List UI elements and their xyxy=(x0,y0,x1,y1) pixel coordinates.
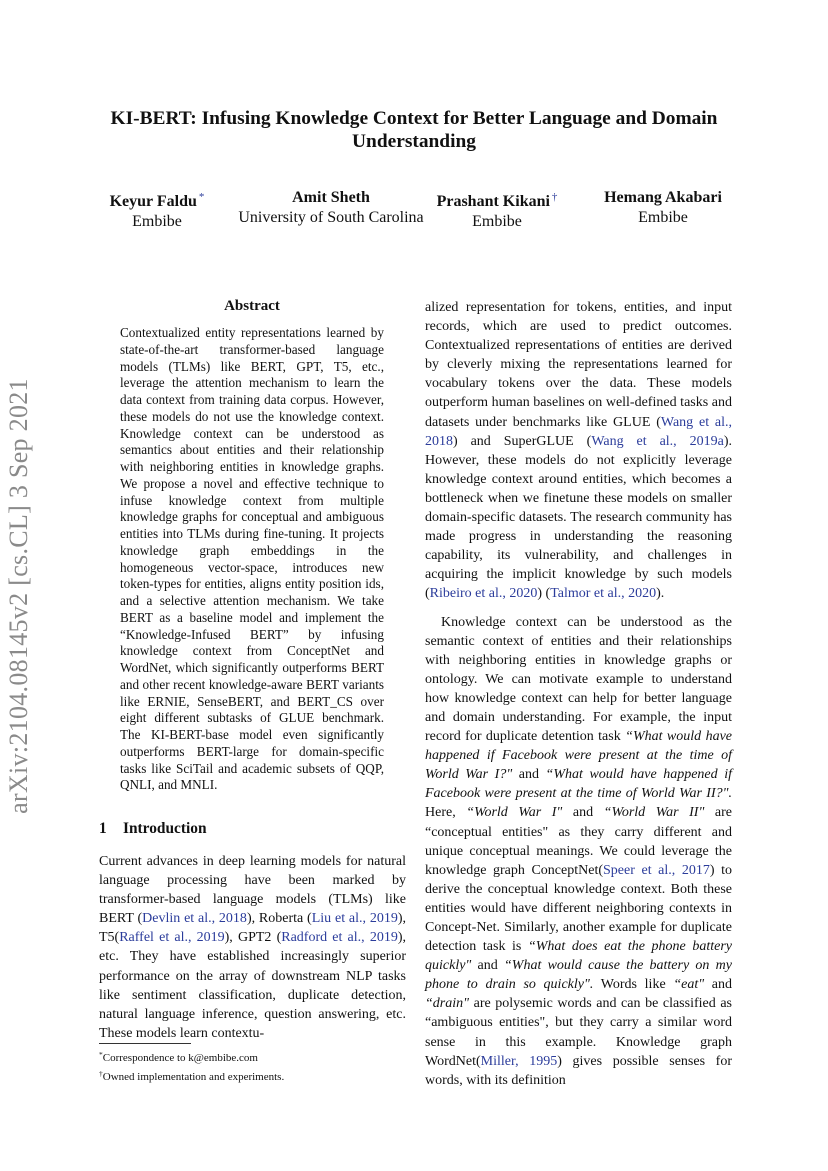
citation-link[interactable]: Devlin et al., 2018 xyxy=(142,911,247,927)
body-text: ) and SuperGLUE ( xyxy=(453,433,592,449)
footnote-mark: † xyxy=(99,1069,103,1078)
body-text: Current advances in deep learning models for natural language processing have been marked by transformer-based language models (TLMs) like BERT ( xyxy=(99,854,406,927)
author-3 xyxy=(437,188,558,232)
citation-link[interactable]: Wang et al., 2019a xyxy=(591,433,724,449)
paper-title: KI-BERT: Infusing Knowledge Context for Better Language and Domain Understanding xyxy=(110,108,718,152)
body-paragraph xyxy=(425,298,732,604)
body-text: ). However, these models do not explicitly leverage knowledge context around entities, which becomes a bottleneck when we finetune these models on smaller domain-specific datasets. The research community has made progress in understanding the reasoning capability, its vulnerability, and challenges in acquiring the implicit knowledge by such models ( xyxy=(425,433,732,602)
body-text: ) gives possible senses for words, with its definition xyxy=(425,1053,732,1088)
footnote-text: Correspondence to k@embibe.com xyxy=(102,1052,258,1064)
body-text: are “conceptual entities" as they carry different and unique conceptual meanings. We could leverage the knowledge graph ConceptNet( xyxy=(425,805,733,878)
body-text: alized representation for tokens, entities, and input records, which are used to predict outcomes. Contextualized representations of entities are derived by cleverly mixing the representations learned for vocabulary tokens over the data. These models outperform human baselines on well-defined tasks and datasets under benchmarks like GLUE ( xyxy=(425,300,732,430)
example-quote: “eat" xyxy=(673,977,705,993)
body-text: and xyxy=(562,805,604,821)
author-name: Keyur Faldu xyxy=(109,193,197,210)
author-2 xyxy=(238,188,423,228)
footnotes xyxy=(99,1047,406,1085)
citation-link[interactable]: Talmor et al., 2020 xyxy=(550,586,657,602)
body-text: Here, xyxy=(425,805,467,821)
citation-link[interactable]: Speer et al., 2017 xyxy=(603,862,710,878)
body-text: ) ( xyxy=(537,586,551,602)
author-1 xyxy=(110,188,205,232)
section-heading-introduction xyxy=(99,820,207,838)
example-quote: “drain" xyxy=(425,996,470,1012)
example-quote: “What would cause the battery on my phone to drain so quickly". xyxy=(425,958,732,993)
body-text: ), T5( xyxy=(99,911,406,946)
example-quote: “What does eat the phone battery quickly" xyxy=(425,939,733,974)
author-affiliation: University of South Carolina xyxy=(238,209,424,226)
author-4 xyxy=(604,188,722,228)
abstract-heading: Abstract xyxy=(224,298,280,314)
author-name: Prashant Kikani xyxy=(436,193,550,210)
author-affiliation: Embibe xyxy=(472,213,522,230)
body-text: ) to derive the conceptual knowledge context. Both these entities would have different neighboring contexts in Concept-Net. Similarly, another example for duplicate detection task is xyxy=(425,862,732,955)
right-column xyxy=(425,298,732,1090)
body-text: ), etc. They have established increasingly superior performance on the array of downstream NLP tasks like sentiment classification, duplicate detection, natural language inference, question answering, etc. These models learn contextu- xyxy=(99,930,406,1041)
footnote-text: Owned implementation and experiments. xyxy=(102,1071,285,1083)
author-footnote-mark[interactable]: † xyxy=(551,191,558,203)
citation-link[interactable]: Raffel et al., 2019 xyxy=(119,930,225,946)
body-text: ), Roberta ( xyxy=(246,911,312,927)
citation-link[interactable]: Radford et al., 2019 xyxy=(281,930,398,946)
author-footnote-mark[interactable]: * xyxy=(198,191,205,203)
example-quote: “What would have happened if Facebook were present at the time of World War II?". xyxy=(425,767,732,802)
body-text: are polysemic words and can be classified as “ambiguous entities", but they carry a similar word sense in this example. Knowledge graph WordNet( xyxy=(425,996,732,1069)
body-paragraph xyxy=(425,613,732,1090)
citation-link[interactable]: Wang et al., 2018 xyxy=(425,414,732,449)
footnote xyxy=(99,1066,406,1085)
footnote-divider xyxy=(99,1043,191,1044)
body-text: Knowledge context can be understood as the semantic context of entities and their relationships with neighboring entities in knowledge graphs or ontology. We can motivate example to understand how knowledge context can help for better language and domain understanding. For example, the input record for duplicate detention task xyxy=(425,614,732,745)
citation-link[interactable]: Ribeiro et al., 2020 xyxy=(429,586,538,602)
section-title: Introduction xyxy=(123,820,207,837)
citation-link[interactable]: Liu et al., 2019 xyxy=(311,911,398,927)
footnote-mark: * xyxy=(99,1050,103,1059)
example-quote: “World War I" xyxy=(466,805,563,821)
body-text: and xyxy=(471,958,505,974)
footnote xyxy=(99,1047,406,1066)
body-text: ), GPT2 ( xyxy=(224,930,282,946)
abstract-text: Contextualized entity representations learned by state-of-the-art transformer-based language models (TLMs) like BERT, GPT, T5, etc., leverage the attention mechanism to learn the data context from training data corpus. However, these models do not use the knowledge context. Knowledge context can be understood as semantics about entities and their relationship with neighboring entities in knowledge graphs. We propose a novel and effective technique to infuse knowledge context from multiple knowledge graphs for conceptual and ambiguous entities into TLMs during fine-tuning. It projects knowledge graph embeddings in the homogeneous vector-space, introduces new token-types for entities, aligns entity position ids, and a selective attention mechanism. We take BERT as a baseline model and implement the “Knowledge-Infused BERT” by infusing knowledge context from ConceptNet and WordNet, which significantly outperforms BERT and other recent knowledge-aware BERT variants like ERNIE, SenseBERT, and BERT_CS over eight different subtasks of GLUE benchmark. The KI-BERT-base model even significantly outperforms BERT-large for domain-specific tasks like SciTail and academic subsets of QQP, QNLI, and MNLI. xyxy=(120,325,384,793)
citation-link[interactable]: Miller, 1995 xyxy=(480,1053,558,1069)
arxiv-stamp-text: arXiv:2104.08145v2 [cs.CL] 3 Sep 2021 xyxy=(4,378,33,814)
body-text: Words like xyxy=(593,977,674,993)
body-text: and xyxy=(704,977,732,993)
example-quote: “World War II" xyxy=(603,805,705,821)
author-affiliation: Embibe xyxy=(638,209,688,226)
author-name: Hemang Akabari xyxy=(604,189,722,206)
author-affiliation: Embibe xyxy=(132,213,182,230)
example-quote: “What would have happened if Facebook were present at the time of World War I?" xyxy=(425,729,732,783)
author-name: Amit Sheth xyxy=(292,189,370,206)
body-text: and xyxy=(512,767,546,783)
section-number: 1 xyxy=(99,820,107,837)
body-text: ). xyxy=(656,586,665,602)
intro-paragraph xyxy=(99,852,406,1043)
